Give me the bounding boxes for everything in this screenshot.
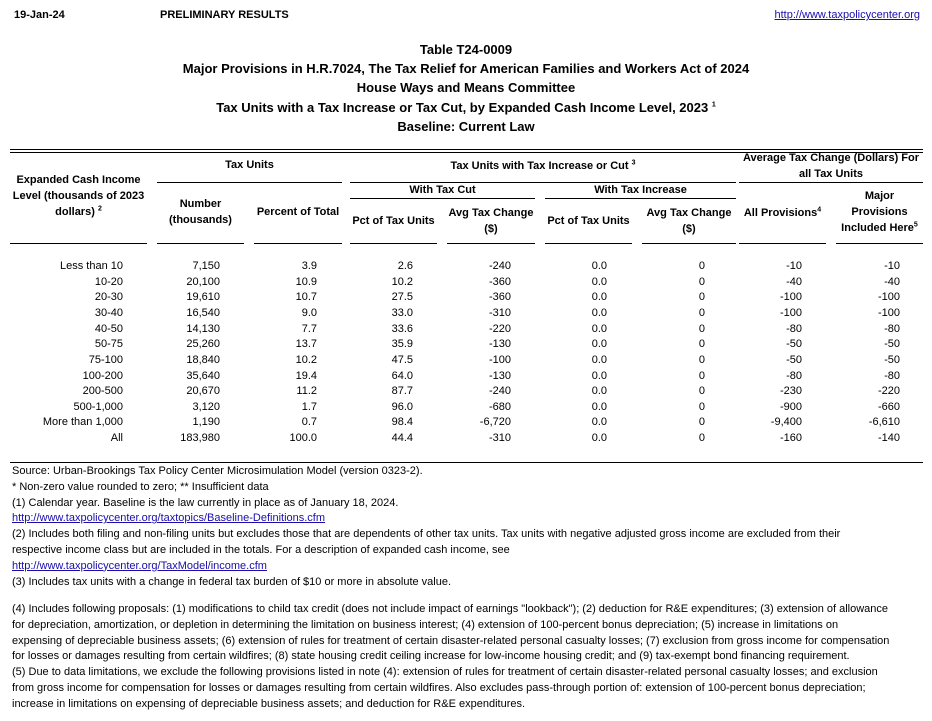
col-group-avg-all-units: Average Tax Change (Dollars) For all Tax Units (742, 152, 920, 180)
header-rule (836, 243, 923, 244)
cell-major-provisions: -10 (884, 260, 900, 272)
note-4-line-3: expensing of depreciable business assets; (6) extension of rules for treatment of certain disaster-related personal casualty losses; (7) exclusion from gross income for compensation (12, 634, 890, 647)
col-header-cut-avg: Avg Tax Change ($) (448, 207, 534, 235)
cell-cut-pct: 98.4 (391, 416, 413, 428)
table-id: Table T24-0009 (419, 42, 513, 57)
cell-all-provisions: -9,400 (770, 416, 802, 428)
cell-cut-avg: -220 (488, 323, 511, 335)
cell-cut-pct: 2.6 (397, 260, 413, 272)
cell-inc-avg: 0 (698, 338, 705, 350)
cell-inc-pct: 0.0 (591, 276, 607, 288)
col-header-inc-avg: Avg Tax Change ($) (646, 207, 732, 235)
cell-inc-avg: 0 (698, 401, 705, 413)
note-4-line-4: for losses or damages resulting from certain wildfires; (8) state housing credit ceiling increase for low-income housing credit; and (9) tax-exempt bond financing requirement. (12, 650, 850, 663)
table-row (0, 401, 932, 417)
cell-number: 3,120 (192, 401, 220, 413)
cell-inc-pct: 0.0 (591, 260, 607, 272)
cell-cut-avg: -130 (488, 370, 511, 382)
col-group-with-tax-increase: With Tax Increase (594, 184, 687, 196)
header-rule (739, 182, 923, 183)
footnote-marker: 2 (97, 205, 102, 213)
cell-cut-pct: 33.0 (391, 307, 413, 319)
cell-all-provisions: -100 (779, 307, 802, 319)
report-date: 19-Jan-24 (14, 9, 65, 21)
note-2-link[interactable]: http://www.taxpolicycenter.org/TaxModel/income.cfm (12, 559, 267, 572)
cell-number: 1,190 (192, 416, 220, 428)
table-row (0, 323, 932, 339)
col-header-all-provisions (739, 205, 826, 221)
cell-inc-pct: 0.0 (591, 291, 607, 303)
cell-cut-avg: -130 (488, 338, 511, 350)
cell-inc-avg: 0 (698, 291, 705, 303)
footnote-marker: 5 (913, 221, 918, 229)
header-rule (10, 243, 147, 244)
cell-inc-avg: 0 (698, 260, 705, 272)
cell-major-provisions: -50 (884, 338, 900, 350)
table-row (0, 416, 932, 432)
title-line-2: House Ways and Means Committee (356, 80, 576, 96)
cell-cut-avg: -310 (488, 432, 511, 444)
header-rule (642, 243, 736, 244)
cell-income-level: 40-50 (94, 323, 123, 335)
cell-cut-pct: 44.4 (391, 432, 413, 444)
footnote-marker: 3 (631, 159, 636, 167)
cell-major-provisions: -220 (877, 385, 900, 397)
table-row (0, 260, 932, 276)
header-rule (350, 198, 535, 199)
cell-all-provisions: -80 (786, 370, 802, 382)
cell-pct-total: 11.2 (296, 385, 317, 397)
cell-income-level: 10-20 (94, 276, 123, 288)
cell-pct-total: 100.0 (289, 432, 317, 444)
cell-inc-pct: 0.0 (591, 323, 607, 335)
footnote-marker: 4 (817, 206, 822, 214)
cell-inc-avg: 0 (698, 276, 705, 288)
cell-pct-total: 1.7 (301, 401, 317, 413)
col-header-major-provisions (836, 188, 923, 236)
title-line-3 (0, 98, 932, 117)
cell-cut-avg: -240 (488, 385, 511, 397)
cell-all-provisions: -230 (779, 385, 802, 397)
cell-all-provisions: -50 (786, 338, 802, 350)
cell-income-level: 30-40 (94, 307, 123, 319)
title-block (0, 40, 932, 136)
cell-major-provisions: -50 (884, 354, 900, 366)
cell-pct-total: 7.7 (301, 323, 317, 335)
cell-all-provisions: -80 (786, 323, 802, 335)
title-line-3-text: Tax Units with a Tax Increase or Tax Cut, by Expanded Cash Income Level, 2023 (216, 99, 709, 115)
note-3: (3) Includes tax units with a change in federal tax burden of $10 or more in absolute value. (12, 575, 452, 588)
cell-inc-pct: 0.0 (591, 432, 607, 444)
note-5-line-2: from gross income for compensation for losses or damages resulting from certain wildfires. Also excludes pass-through portion of: extension of 100-percent bonus depreciation; (12, 681, 866, 694)
table-row (0, 354, 932, 370)
cell-number: 20,670 (186, 385, 220, 397)
cell-income-level: 20-30 (94, 291, 123, 303)
cell-all-provisions: -50 (786, 354, 802, 366)
cell-cut-pct: 10.2 (391, 276, 413, 288)
table-row (0, 338, 932, 354)
cell-pct-total: 13.7 (295, 338, 317, 350)
cell-pct-total: 9.0 (301, 307, 317, 319)
note-5-line-1: (5) Due to data limitations, we exclude the following provisions listed in note (4): extension of rules for treatment of certain disaster-related personal casualty losses; and exclusion (12, 666, 878, 679)
header-rule (545, 243, 632, 244)
cell-pct-total: 3.9 (301, 260, 317, 272)
header-rule (254, 243, 342, 244)
header-rule (350, 243, 437, 244)
cell-income-level: 75-100 (88, 354, 123, 366)
note-1: (1) Calendar year. Baseline is the law currently in place as of January 18, 2024. (12, 496, 399, 509)
col-group-increase-or-cut (350, 158, 736, 174)
cell-inc-pct: 0.0 (591, 416, 607, 428)
cell-cut-avg: -360 (488, 291, 511, 303)
cell-inc-pct: 0.0 (591, 354, 607, 366)
cell-inc-avg: 0 (698, 385, 705, 397)
note-legend: * Non-zero value rounded to zero; ** Insufficient data (12, 480, 269, 493)
footnote-marker: 1 (711, 101, 716, 109)
cell-all-provisions: -900 (779, 401, 802, 413)
note-4-line-2: for depreciation, amortization, or depletion in determining the limitation on business interest; (4) extension of 100-percent bonus depreciation; (5) increase in limitations on (12, 618, 839, 631)
cell-inc-avg: 0 (698, 323, 705, 335)
cell-cut-pct: 64.0 (391, 370, 413, 382)
table-bottom-rule (10, 462, 923, 463)
header-rule (157, 243, 244, 244)
header-rule (739, 243, 826, 244)
col-header-all-provisions-text: All Provisions (743, 207, 818, 219)
col-group-increase-or-cut-text: Tax Units with Tax Increase or Cut (450, 160, 629, 172)
cell-number: 18,840 (186, 354, 220, 366)
cell-inc-avg: 0 (698, 432, 705, 444)
cell-major-provisions: -660 (877, 401, 900, 413)
cell-income-level: More than 1,000 (42, 416, 123, 428)
cell-number: 183,980 (180, 432, 220, 444)
cell-cut-avg: -360 (488, 276, 511, 288)
col-header-income-level (10, 172, 147, 220)
cell-pct-total: 10.9 (295, 276, 317, 288)
cell-cut-pct: 96.0 (391, 401, 413, 413)
cell-number: 25,260 (186, 338, 220, 350)
cell-all-provisions: -100 (779, 291, 802, 303)
note-5-line-3: increase in limitations on expensing of depreciable business assets; and deduction for R&E expenditures. (12, 697, 526, 710)
cell-pct-total: 0.7 (301, 416, 317, 428)
cell-cut-pct: 35.9 (391, 338, 413, 350)
cell-income-level: 500-1,000 (73, 401, 123, 413)
cell-income-level: 100-200 (82, 370, 123, 382)
cell-number: 7,150 (192, 260, 220, 272)
cell-inc-pct: 0.0 (591, 307, 607, 319)
cell-inc-avg: 0 (698, 370, 705, 382)
status-label: PRELIMINARY RESULTS (160, 9, 289, 21)
cell-number: 19,610 (186, 291, 220, 303)
col-group-with-tax-cut: With Tax Cut (409, 184, 476, 196)
cell-pct-total: 19.4 (295, 370, 317, 382)
cell-cut-pct: 87.7 (391, 385, 413, 397)
cell-pct-total: 10.7 (295, 291, 317, 303)
cell-cut-pct: 33.6 (391, 323, 413, 335)
cell-major-provisions: -100 (877, 291, 900, 303)
cell-major-provisions: -80 (884, 370, 900, 382)
cell-number: 16,540 (186, 307, 220, 319)
cell-cut-avg: -100 (488, 354, 511, 366)
col-header-income-level-text: Expanded Cash Income Level (thousands of 2023 dollars) (12, 174, 145, 218)
col-group-tax-units: Tax Units (225, 159, 274, 171)
cell-cut-avg: -680 (488, 401, 511, 413)
cell-income-level: 50-75 (94, 338, 123, 350)
cell-inc-avg: 0 (698, 416, 705, 428)
cell-number: 14,130 (186, 323, 220, 335)
table-row (0, 370, 932, 386)
header-rule (545, 198, 736, 199)
cell-all-provisions: -40 (786, 276, 802, 288)
col-header-cut-pct: Pct of Tax Units (352, 215, 435, 227)
col-header-number: Number (thousands) (169, 198, 232, 226)
cell-major-provisions: -140 (877, 432, 900, 444)
col-header-inc-pct: Pct of Tax Units (547, 215, 630, 227)
cell-major-provisions: -6,610 (868, 416, 900, 428)
cell-all-provisions: -10 (786, 260, 802, 272)
cell-income-level: All (110, 432, 123, 444)
cell-major-provisions: -80 (884, 323, 900, 335)
cell-all-provisions: -160 (779, 432, 802, 444)
cell-number: 35,640 (186, 370, 220, 382)
table-row (0, 276, 932, 292)
col-header-percent-total: Percent of Total (256, 206, 340, 218)
note-2-line-2: respective income class but are included in the totals. For a description of expanded cash income, see (12, 543, 510, 556)
note-4-line-1: (4) Includes following proposals: (1) modifications to child tax credit (does not include impact of earnings "lookback"); (2) deduction for R&E expenditures; (3) extension of allowance (12, 603, 889, 615)
cell-number: 20,100 (186, 276, 220, 288)
header-rule (447, 243, 535, 244)
note-1-link[interactable]: http://www.taxpolicycenter.org/taxtopics/Baseline-Definitions.cfm (12, 512, 326, 525)
cell-inc-pct: 0.0 (591, 370, 607, 382)
cell-inc-avg: 0 (698, 307, 705, 319)
cell-cut-avg: -310 (488, 307, 511, 319)
table-row-total (0, 432, 932, 448)
cell-major-provisions: -100 (877, 307, 900, 319)
cell-cut-avg: -240 (488, 260, 511, 272)
title-line-4: Baseline: Current Law (397, 118, 535, 134)
cell-inc-pct: 0.0 (591, 385, 607, 397)
header-rule (157, 182, 342, 183)
cell-inc-avg: 0 (698, 354, 705, 366)
table-row (0, 385, 932, 401)
footnotes-continued (12, 602, 924, 713)
cell-cut-avg: -6,720 (479, 416, 511, 428)
cell-income-level: Less than 10 (60, 260, 123, 272)
site-link[interactable]: http://www.taxpolicycenter.org (774, 9, 920, 21)
title-line-1: Major Provisions in H.R.7024, The Tax Relief for American Families and Workers Act of 2024 (182, 61, 750, 77)
cell-cut-pct: 47.5 (391, 354, 413, 366)
note-2-line-1: (2) Includes both filing and non-filing units but excludes those that are dependents of other tax units. Tax units with negative adjusted gross income are excluded from their (12, 528, 841, 541)
note-source: Source: Urban-Brookings Tax Policy Center Microsimulation Model (version 0323-2). (12, 465, 423, 477)
cell-major-provisions: -40 (884, 276, 900, 288)
cell-pct-total: 10.2 (295, 354, 317, 366)
cell-inc-pct: 0.0 (591, 401, 607, 413)
cell-cut-pct: 27.5 (391, 291, 413, 303)
table-row (0, 291, 932, 307)
cell-income-level: 200-500 (82, 385, 123, 397)
table-row (0, 307, 932, 323)
col-header-major-provisions-text: Major Provisions Included Here (841, 190, 914, 234)
footnotes (12, 464, 924, 590)
cell-inc-pct: 0.0 (591, 338, 607, 350)
